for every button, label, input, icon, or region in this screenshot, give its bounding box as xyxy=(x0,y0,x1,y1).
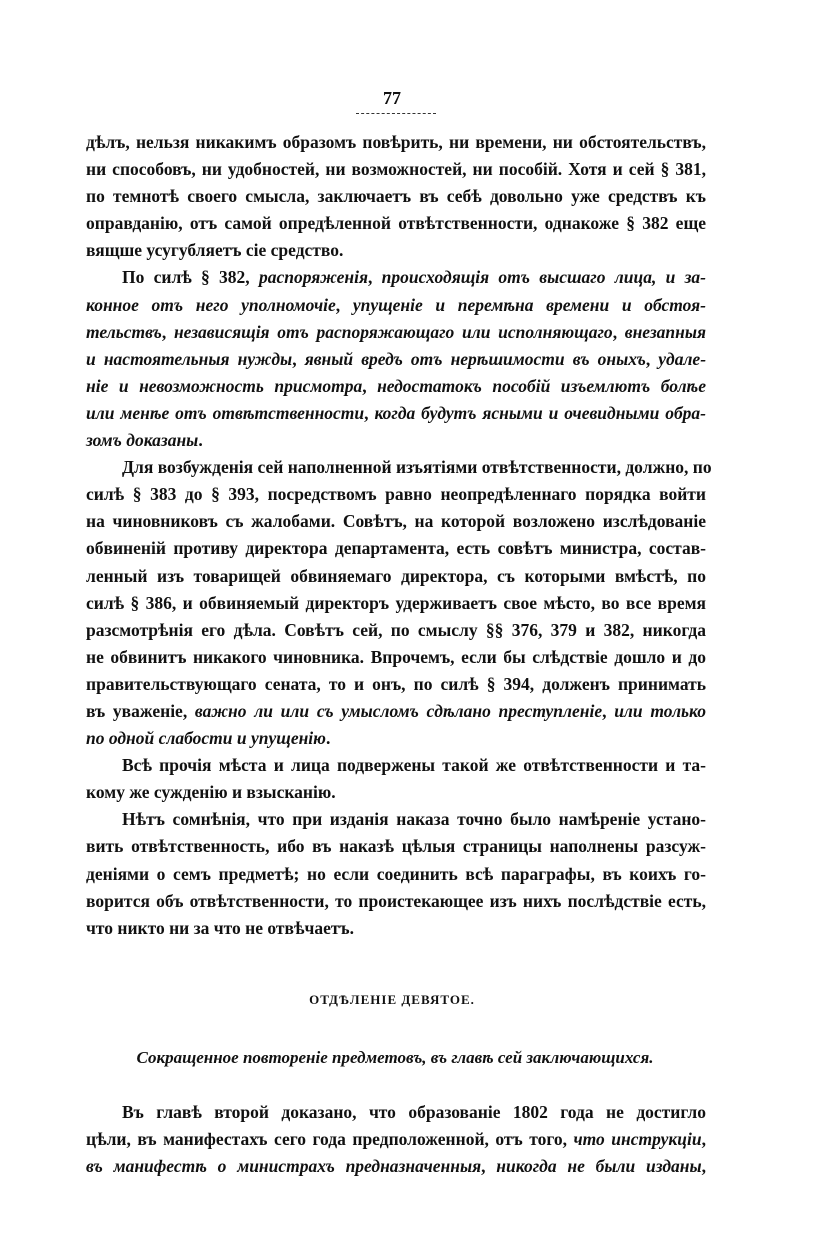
text-run: , xyxy=(645,348,659,369)
text-block-bottom xyxy=(86,1099,706,1180)
text-run: Всѣ прочія мѣста и лица подвержены такой же отвѣтственности и та- xyxy=(122,755,706,776)
italic-text: независящія отъ распоряжающаго или исполняющаго xyxy=(173,321,613,342)
text-line xyxy=(86,861,706,888)
section-heading: ОТДѢЛЕНІЕ ДЕВЯТОЕ. xyxy=(309,992,475,1007)
text-run: на чиновниковъ съ жалобами. Совѣтъ, на которой возложено изслѣдованіе xyxy=(86,511,706,532)
text-run: вящше усугубляетъ сіе средство. xyxy=(86,240,344,261)
text-run: , xyxy=(481,1156,497,1177)
text-line xyxy=(86,373,706,400)
text-run: вить отвѣтственность, ибо въ наказѣ цѣлыя страницы наполнены разсуж- xyxy=(86,836,706,857)
text-line xyxy=(86,725,706,752)
text-run: силѣ § 386, и обвиняемый директоръ удерживаетъ свое мѣсто, во все время xyxy=(86,592,706,613)
italic-text: тельствъ xyxy=(86,321,162,342)
text-run: , xyxy=(368,267,382,288)
text-run: оправданію, отъ самой опредѣленной отвѣтственности, однакоже § 382 еще xyxy=(86,213,706,234)
italic-text: и настоятельныя нужды xyxy=(86,348,293,369)
text-line xyxy=(86,752,706,779)
text-line xyxy=(86,644,706,671)
text-line xyxy=(86,590,706,617)
text-run: ни способовъ, ни удобностей, ни возможностей, ни пособій. Хотя и сей § 381, xyxy=(86,159,706,180)
text-line xyxy=(86,508,706,535)
text-line xyxy=(86,264,706,291)
text-run: ворится объ отвѣтственности, то проистекающее изъ нихъ послѣдствіе есть, xyxy=(86,890,706,911)
text-run: цѣли, въ манифестахъ сего года предположенной, отъ того, xyxy=(86,1129,574,1150)
text-line xyxy=(86,237,706,264)
paragraph xyxy=(86,129,706,264)
italic-text: ніе и невозможность присмотра xyxy=(86,375,363,396)
text-run: не обвинитъ никакого чиновника. Впрочемъ, если бы слѣдствіе дошло и до xyxy=(86,646,706,667)
text-run: кому же сужденію и взысканію. xyxy=(86,782,336,803)
text-line xyxy=(86,915,706,942)
text-line xyxy=(86,1099,706,1126)
text-run: обвиненій противу директора департамента, есть совѣтъ министра, состав- xyxy=(86,538,706,559)
text-run: Для возбужденія сей наполненной изъятіями отвѣтственности, должно, по xyxy=(122,457,712,478)
text-line xyxy=(86,400,706,427)
text-run: , xyxy=(364,402,375,423)
italic-text: въ манифестѣ о министрахъ предназначенныя xyxy=(86,1156,482,1177)
text-line xyxy=(86,319,706,346)
text-line xyxy=(86,833,706,860)
text-run: разсмотрѣнія его дѣла. Совѣтъ сей, по смыслу §§ 376, 379 и 382, никогда xyxy=(86,619,706,640)
page-number: 77 xyxy=(383,88,401,108)
text-run: правительствующаго сената, то и онъ, по силѣ § 394, долженъ принимать xyxy=(86,673,706,694)
text-line xyxy=(86,888,706,915)
italic-text: никогда не были изданы xyxy=(496,1156,702,1177)
text-run: , xyxy=(602,700,615,721)
text-run: по темнотѣ своего смысла, заключаетъ въ себѣ довольно уже средствъ къ xyxy=(86,186,706,207)
text-run: . xyxy=(198,430,203,451)
paragraph xyxy=(86,264,706,454)
italic-text: конное отъ него уполномочіе xyxy=(86,294,336,315)
text-run: , xyxy=(701,1129,706,1150)
text-line xyxy=(86,346,706,373)
text-run: , xyxy=(161,321,174,342)
text-line xyxy=(86,535,706,562)
italic-text: когда будутъ ясными и очевидными обра- xyxy=(374,402,707,423)
text-line xyxy=(86,183,706,210)
paragraph xyxy=(86,454,712,752)
text-line xyxy=(86,671,706,698)
section-subtitle: Сокращенное повтореніе предметовъ, въ главѣ сей заключающихся. xyxy=(136,1048,654,1067)
text-line xyxy=(86,1153,706,1180)
paragraph xyxy=(86,806,706,941)
text-run: , xyxy=(701,1156,706,1177)
italic-text: или менѣе отъ отвѣтственности xyxy=(86,402,365,423)
text-line xyxy=(86,481,706,508)
text-run: Нѣтъ сомнѣнія, что при изданія наказа точно было намѣреніе устано- xyxy=(122,809,706,830)
text-line xyxy=(86,454,712,481)
italic-text: важно ли или съ умысломъ сдѣлано преступленіе xyxy=(194,700,603,721)
text-run: дѣлъ, нельзя никакимъ образомъ повѣрить, ни времени, ни обстоятельствъ, xyxy=(86,132,706,152)
text-block-top xyxy=(86,129,712,942)
text-run: . xyxy=(325,728,331,749)
text-run: Въ главѣ второй доказано, что образованіе 1802 года не достигло xyxy=(122,1102,706,1122)
italic-text: или только xyxy=(614,700,706,721)
header-rule xyxy=(356,113,436,114)
text-run: въ уваженіе, xyxy=(86,700,195,721)
italic-text: упущеніе и перемѣна времени и обстоя- xyxy=(352,294,707,315)
italic-text: распоряженія xyxy=(258,267,369,288)
italic-text: что инструкціи xyxy=(573,1129,702,1150)
italic-text: по одной слабости и упущенію xyxy=(86,728,326,749)
text-line xyxy=(86,617,706,644)
text-line xyxy=(86,210,706,237)
text-line xyxy=(86,563,706,590)
text-run: , xyxy=(362,375,378,396)
text-run: что никто ни за что не отвѣчаетъ. xyxy=(86,917,355,938)
text-line xyxy=(86,806,706,833)
text-run: , xyxy=(612,321,625,342)
text-line xyxy=(86,129,706,156)
paragraph xyxy=(86,1099,706,1180)
italic-text: происходящія отъ высшаго лица, и за- xyxy=(381,267,707,288)
text-run: , xyxy=(335,294,353,315)
text-run: По силѣ § 382, xyxy=(122,267,259,288)
italic-text: внезапныя xyxy=(624,321,707,342)
text-line xyxy=(86,292,706,319)
italic-text: зомъ доказаны xyxy=(86,430,199,451)
text-line xyxy=(86,1126,706,1153)
italic-text: недостатокъ пособій изъемлютъ болѣе xyxy=(377,375,706,396)
text-run: ленный изъ товарищей обвиняемаго директора, съ которыми вмѣстѣ, по xyxy=(86,565,706,586)
paragraph xyxy=(86,752,706,806)
text-line xyxy=(86,698,706,725)
text-run: , xyxy=(292,348,305,369)
text-line xyxy=(86,427,706,454)
text-line xyxy=(86,779,706,806)
italic-text: удале- xyxy=(658,348,707,369)
text-run: деніями о семъ предметѣ; но если соединить всѣ параграфы, въ коихъ го- xyxy=(86,863,706,884)
text-run: силѣ § 383 до § 393, посредствомъ равно неопредѣленнаго порядка войти xyxy=(86,484,706,505)
text-line xyxy=(86,156,706,183)
italic-text: явный вредъ отъ нерѣшимости въ оныхъ xyxy=(304,348,646,369)
